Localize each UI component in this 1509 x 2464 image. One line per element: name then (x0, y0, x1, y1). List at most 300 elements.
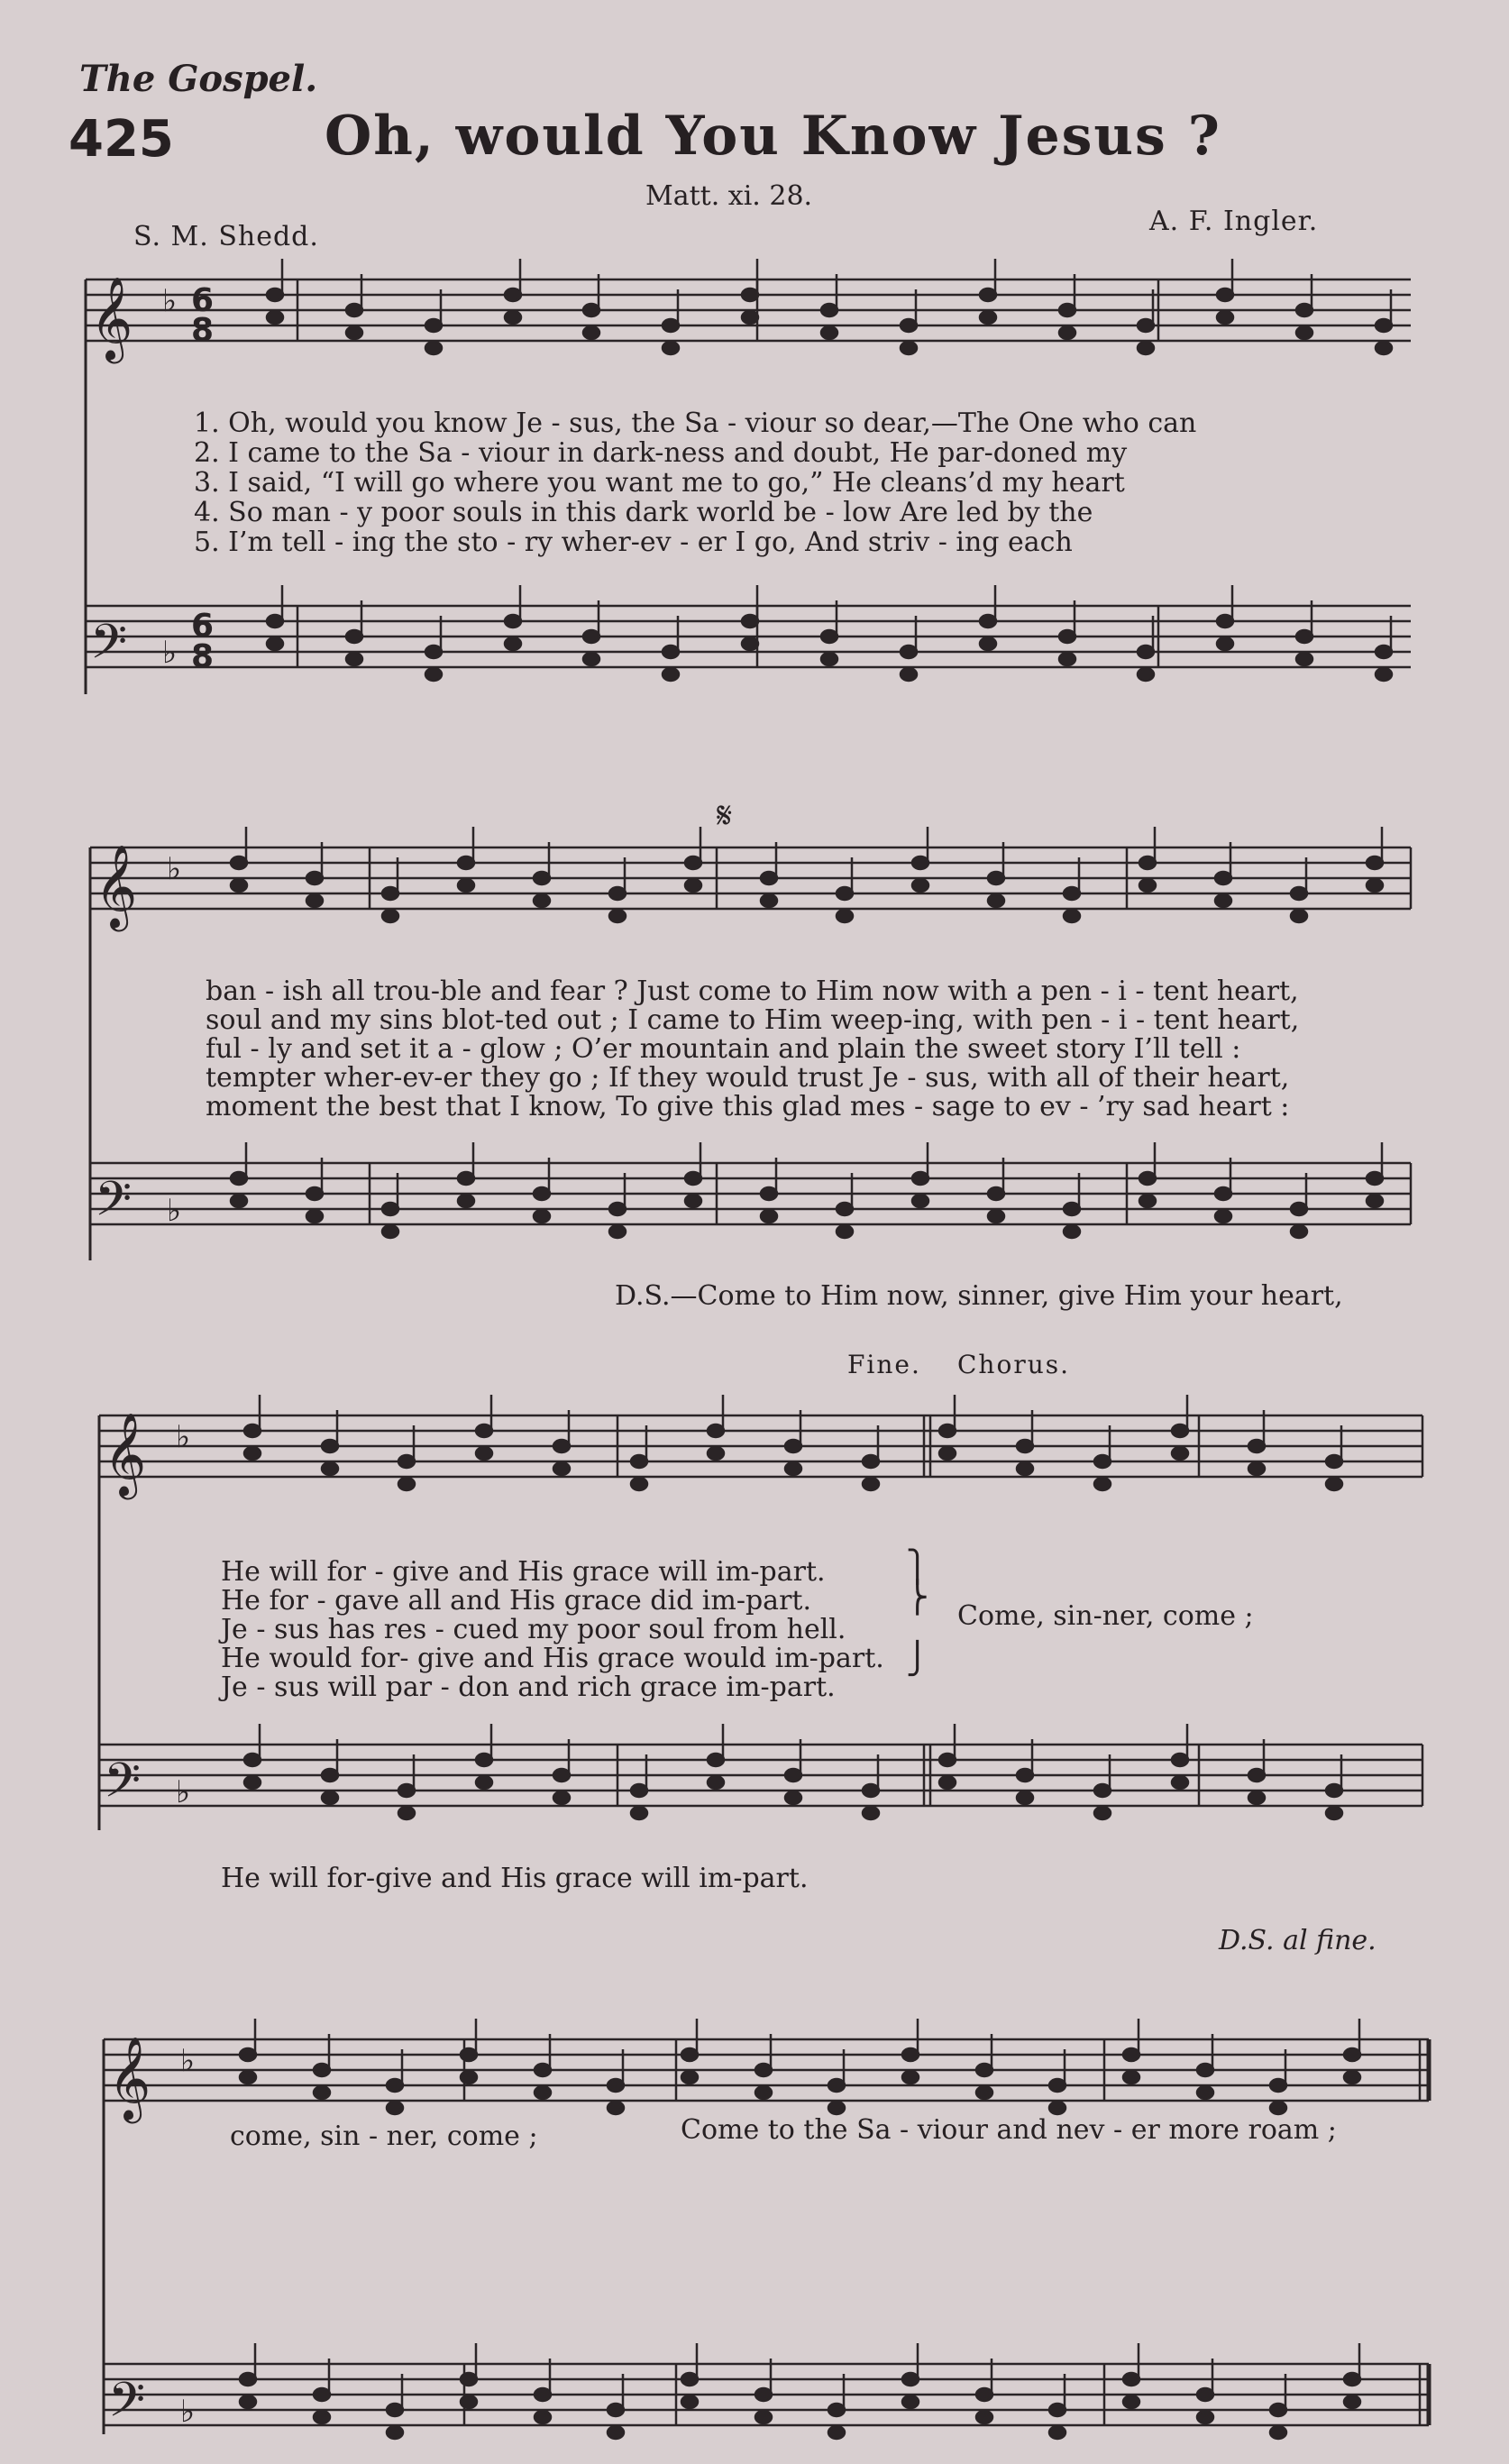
verse3-line1: 3. I said, “I will go where you want me to go,” He cleans’d my heart (194, 467, 1125, 499)
note-head (980, 311, 996, 324)
verse1-line3: He will for - give and His grace will im-part. (221, 1556, 826, 1588)
note-head (609, 1203, 626, 1215)
note-head (244, 1776, 261, 1789)
note-head (821, 326, 837, 339)
svg-text:6: 6 (191, 282, 215, 319)
note-head (314, 2411, 330, 2423)
staff-system3-bass (99, 1745, 1422, 1806)
note-head (1248, 1440, 1265, 1452)
note-head (980, 615, 996, 627)
note-head (681, 2373, 698, 2386)
note-head (461, 2048, 477, 2061)
note-head (761, 1187, 777, 1200)
ds-text: D.S.—Come to Him now, sinner, give Him your heart, (615, 1280, 1343, 1312)
note-head (1123, 2373, 1139, 2386)
verse4-line2: tempter wher-ev-er they go ; If they would trust Je - sus, with all of their heart, (206, 1062, 1290, 1094)
note-head (382, 1225, 398, 1238)
verse5-line2: moment the best that I know, To give this glad mes - sage to ev - ’ry sad heart : (206, 1091, 1290, 1122)
chorus-text: Come, sin-ner, come ; (957, 1600, 1254, 1632)
verse4-line1: 4. So man - y poor souls in this dark world be - low Are led by the (194, 497, 1093, 528)
hymn-number: 425 (69, 110, 174, 169)
note-head (244, 1447, 261, 1460)
note-head (306, 1210, 323, 1223)
note-head (534, 1210, 550, 1223)
note-head (267, 311, 283, 324)
note-head (1172, 1754, 1188, 1766)
note-head (534, 1187, 550, 1200)
note-head (828, 2079, 845, 2092)
note-head (708, 1447, 724, 1460)
note-head (1248, 1462, 1265, 1475)
note-head (382, 910, 398, 922)
svg-text:♭: ♭ (180, 2394, 196, 2430)
note-head (267, 615, 283, 627)
note-head (1270, 2079, 1286, 2092)
note-head (398, 1784, 415, 1797)
note-head (306, 894, 323, 907)
note-head (553, 1791, 570, 1804)
note-head (939, 1447, 956, 1460)
note-head (1139, 879, 1156, 892)
note-head (458, 1195, 474, 1207)
note-head (1326, 1784, 1342, 1797)
note-head (1197, 2411, 1213, 2423)
note-head (828, 2404, 845, 2416)
note-head (244, 1424, 261, 1437)
note-head (240, 2395, 256, 2408)
note-head (755, 2388, 772, 2401)
note-head (901, 646, 917, 658)
note-head (534, 872, 550, 884)
note-head (322, 1791, 338, 1804)
note-head (1296, 326, 1312, 339)
note-head (1248, 1791, 1265, 1804)
verse3-line2: ful - ly and set it a - glow ; O’er mountain and plain the sweet story I’ll tell : (206, 1033, 1241, 1065)
note-head (387, 2102, 403, 2114)
svg-text:8: 8 (191, 638, 215, 675)
note-head (1064, 887, 1080, 900)
verse2-line1: 2. I came to the Sa - viour in dark-ness and doubt, He par-doned my (194, 437, 1128, 469)
note-head (387, 2426, 403, 2439)
note-head (240, 2048, 256, 2061)
staff-system2-bass (90, 1163, 1411, 1224)
note-head (1139, 856, 1156, 869)
note-head (1064, 910, 1080, 922)
note-head (346, 630, 362, 643)
note-head (1367, 1195, 1383, 1207)
note-head (1296, 304, 1312, 316)
note-head (1059, 653, 1075, 665)
note-head (761, 872, 777, 884)
note-head (322, 1440, 338, 1452)
note-head (901, 319, 917, 332)
note-head (398, 1478, 415, 1490)
note-head (608, 2404, 624, 2416)
treble-clef-icon: 𝄞 (90, 276, 133, 360)
note-head (382, 1203, 398, 1215)
chorus-label: Chorus. (957, 1350, 1071, 1379)
note-head (476, 1754, 492, 1766)
note-head (939, 1424, 956, 1437)
note-head (901, 668, 917, 681)
note-head (1215, 1187, 1231, 1200)
note-head (988, 1210, 1004, 1223)
composer: A. F. Ingler. (1149, 206, 1319, 237)
note-head (1248, 1769, 1265, 1782)
note-head (1059, 326, 1075, 339)
note-head (742, 289, 758, 301)
note-head (322, 1769, 338, 1782)
note-head (1344, 2048, 1360, 2061)
note-head (608, 2426, 624, 2439)
note-head (742, 615, 758, 627)
note-head (631, 1455, 647, 1468)
note-head (1296, 630, 1312, 643)
note-head (761, 1210, 777, 1223)
note-head (863, 1784, 879, 1797)
note-head (939, 1776, 956, 1789)
note-head (240, 2071, 256, 2084)
note-head (828, 2426, 845, 2439)
note-head (461, 2071, 477, 2084)
note-head (314, 2388, 330, 2401)
note-head (1017, 1769, 1033, 1782)
svg-text:♭: ♭ (180, 2043, 196, 2079)
note-head (681, 2071, 698, 2084)
note-head (1049, 2079, 1065, 2092)
note-head (1059, 304, 1075, 316)
note-head (461, 2395, 477, 2408)
note-head (535, 2388, 551, 2401)
note-head (1049, 2404, 1065, 2416)
note-head (1172, 1776, 1188, 1789)
note-head (535, 2411, 551, 2423)
note-head (1291, 887, 1307, 900)
note-head (1344, 2071, 1360, 2084)
note-head (1217, 289, 1233, 301)
note-head (1217, 615, 1233, 627)
note-head (425, 319, 442, 332)
verse1-line2: ban - ish all trou-ble and fear ? Just come to Him now with a pen - i - tent heart, (206, 976, 1299, 1007)
note-head (939, 1754, 956, 1766)
note-head (1376, 668, 1392, 681)
note-head (663, 646, 679, 658)
note-head (863, 1807, 879, 1819)
note-head (387, 2404, 403, 2416)
note-head (240, 2373, 256, 2386)
note-head (1291, 1225, 1307, 1238)
svg-text:𝄞: 𝄞 (108, 2036, 151, 2120)
note-head (425, 342, 442, 354)
svg-text:♭: ♭ (162, 635, 178, 671)
note-head (1094, 1784, 1111, 1797)
note-head (583, 304, 599, 316)
note-head (1215, 894, 1231, 907)
note-head (708, 1424, 724, 1437)
note-head (553, 1440, 570, 1452)
note-head (322, 1462, 338, 1475)
section-title: The Gospel. (79, 58, 318, 100)
note-head (1367, 1172, 1383, 1185)
note-head (1367, 879, 1383, 892)
note-head (988, 1187, 1004, 1200)
note-head (980, 637, 996, 650)
note-head (1138, 342, 1154, 354)
note-head (912, 856, 928, 869)
note-head (1138, 668, 1154, 681)
note-head (346, 304, 362, 316)
segno-icon: 𝄋 (717, 795, 733, 837)
verse2-line3: He for - gave all and His grace did im-part. (221, 1585, 812, 1617)
note-head (609, 1225, 626, 1238)
note-head (785, 1791, 801, 1804)
note-head (1094, 1807, 1111, 1819)
note-head (583, 653, 599, 665)
note-head (685, 879, 701, 892)
note-head (837, 887, 853, 900)
note-head (755, 2086, 772, 2099)
note-head (1296, 653, 1312, 665)
note-head (681, 2395, 698, 2408)
note-head (398, 1455, 415, 1468)
svg-text:𝄢: 𝄢 (104, 1754, 142, 1820)
note-head (458, 856, 474, 869)
note-head (1367, 856, 1383, 869)
svg-text:𝄢: 𝄢 (108, 2373, 146, 2440)
note-head (912, 879, 928, 892)
note-head (583, 630, 599, 643)
fine-label: Fine. (847, 1350, 921, 1379)
note-head (912, 1172, 928, 1185)
note-head (685, 856, 701, 869)
note-head (863, 1478, 879, 1490)
final-lyric-2: Come to the Sa - viour and nev - er more roam ; (681, 2114, 1337, 2146)
note-head (231, 1172, 247, 1185)
note-head (1064, 1225, 1080, 1238)
note-head (1139, 1172, 1156, 1185)
note-head (785, 1769, 801, 1782)
note-head (1138, 646, 1154, 658)
note-head (1059, 630, 1075, 643)
note-head (1017, 1462, 1033, 1475)
note-head (785, 1462, 801, 1475)
svg-text:𝄞: 𝄞 (95, 844, 138, 928)
note-head (583, 326, 599, 339)
verse2-line2: soul and my sins blot-ted out ; I came to Him weep-ing, with pen - i - tent heart, (206, 1004, 1300, 1036)
note-head (631, 1807, 647, 1819)
note-head (1094, 1478, 1111, 1490)
hymn-title: Oh, would You Know Jesus ? (325, 105, 1221, 168)
note-head (1376, 646, 1392, 658)
note-head (1270, 2426, 1286, 2439)
note-head (306, 872, 323, 884)
note-head (346, 653, 362, 665)
verse1-line1: 1. Oh, would you know Je - sus, the Sa - viour so dear,—The One who can (194, 408, 1197, 439)
note-head (631, 1784, 647, 1797)
note-head (461, 2373, 477, 2386)
note-head (821, 653, 837, 665)
note-head (314, 2086, 330, 2099)
note-head (1270, 2404, 1286, 2416)
note-head (837, 1203, 853, 1215)
svg-text:♭: ♭ (167, 851, 182, 887)
note-head (1138, 319, 1154, 332)
note-head (1123, 2048, 1139, 2061)
note-head (505, 289, 521, 301)
svg-text:𝄞: 𝄞 (104, 1412, 147, 1496)
note-head (976, 2388, 992, 2401)
note-head (553, 1769, 570, 1782)
note-head (912, 1195, 928, 1207)
verse5-line1: 5. I’m tell - ing the sto - ry wher-ev - er I go, And striv - ing each (194, 527, 1073, 558)
note-head (631, 1478, 647, 1490)
brace-symbol: ⎫ (906, 1549, 929, 1585)
note-head (1064, 1203, 1080, 1215)
verse5-line3: Je - sus will par - don and rich grace im-part. (221, 1672, 836, 1703)
note-head (755, 2411, 772, 2423)
note-head (387, 2079, 403, 2092)
note-head (1017, 1791, 1033, 1804)
note-head (1344, 2373, 1360, 2386)
note-head (685, 1195, 701, 1207)
note-head (1017, 1440, 1033, 1452)
note-head (1215, 872, 1231, 884)
note-head (1197, 2086, 1213, 2099)
note-head (755, 2064, 772, 2076)
note-head (398, 1807, 415, 1819)
ds-al-fine: D.S. al fine. (1219, 1925, 1376, 1956)
final-lyric-1: come, sin - ner, come ; (230, 2121, 538, 2152)
note-head (742, 637, 758, 650)
verse4-line3: He would for- give and His grace would im-part. (221, 1643, 884, 1674)
note-head (828, 2102, 845, 2114)
note-head (821, 304, 837, 316)
note-head (1270, 2102, 1286, 2114)
note-head (1197, 2064, 1213, 2076)
note-head (681, 2048, 698, 2061)
note-head (1197, 2388, 1213, 2401)
note-head (837, 1225, 853, 1238)
note-head (863, 1455, 879, 1468)
note-head (314, 2064, 330, 2076)
note-head (608, 2079, 624, 2092)
note-head (306, 1187, 323, 1200)
svg-text:6: 6 (191, 608, 215, 645)
note-head (761, 894, 777, 907)
note-head (231, 856, 247, 869)
note-head (476, 1424, 492, 1437)
note-head (476, 1776, 492, 1789)
note-head (1215, 1210, 1231, 1223)
note-head (608, 2102, 624, 2114)
note-head (1049, 2102, 1065, 2114)
note-head (458, 879, 474, 892)
note-head (1344, 2395, 1360, 2408)
svg-text:♭: ♭ (167, 1193, 182, 1229)
note-head (980, 289, 996, 301)
note-head (505, 311, 521, 324)
lyricist: S. M. Shedd. (133, 221, 319, 252)
note-head (425, 646, 442, 658)
svg-text:8: 8 (191, 312, 215, 349)
notes (231, 259, 1392, 2439)
note-head (708, 1776, 724, 1789)
note-head (1172, 1424, 1188, 1437)
note-head (976, 2086, 992, 2099)
note-head (425, 668, 442, 681)
svg-text:𝄢: 𝄢 (95, 1172, 133, 1239)
note-head (708, 1754, 724, 1766)
note-head (476, 1447, 492, 1460)
bass-lyric: He will for-give and His grace will im-part. (221, 1863, 809, 1894)
note-head (458, 1172, 474, 1185)
svg-text:♭: ♭ (162, 283, 178, 319)
note-head (663, 319, 679, 332)
note-head (988, 872, 1004, 884)
note-head (535, 2086, 551, 2099)
note-head (1376, 342, 1392, 354)
note-head (231, 879, 247, 892)
note-head (1139, 1195, 1156, 1207)
note-head (1326, 1807, 1342, 1819)
svg-text:♭: ♭ (176, 1419, 191, 1455)
note-head (1376, 319, 1392, 332)
note-head (663, 668, 679, 681)
note-head (685, 1172, 701, 1185)
note-head (1291, 1203, 1307, 1215)
note-head (902, 2071, 919, 2084)
note-head (505, 637, 521, 650)
note-head (976, 2064, 992, 2076)
note-head (267, 637, 283, 650)
note-head (821, 630, 837, 643)
note-head (901, 342, 917, 354)
bass-clef-icon: 𝄢 (90, 615, 128, 682)
note-head (902, 2048, 919, 2061)
note-head (1123, 2395, 1139, 2408)
note-head (837, 910, 853, 922)
note-head (1172, 1447, 1188, 1460)
note-head (535, 2064, 551, 2076)
note-head (382, 887, 398, 900)
note-head (1326, 1455, 1342, 1468)
note-head (976, 2411, 992, 2423)
note-head (742, 311, 758, 324)
note-head (902, 2395, 919, 2408)
note-head (1217, 311, 1233, 324)
note-head (1094, 1455, 1111, 1468)
note-head (1123, 2071, 1139, 2084)
note-head (346, 326, 362, 339)
note-head (534, 894, 550, 907)
note-head (505, 615, 521, 627)
note-head (785, 1440, 801, 1452)
note-head (1326, 1478, 1342, 1490)
note-head (609, 887, 626, 900)
note-head (609, 910, 626, 922)
scripture-reference: Matt. xi. 28. (645, 180, 813, 212)
note-head (1217, 637, 1233, 650)
note-head (244, 1754, 261, 1766)
note-head (988, 894, 1004, 907)
note-head (663, 342, 679, 354)
note-head (553, 1462, 570, 1475)
note-head (231, 1195, 247, 1207)
note-head (902, 2373, 919, 2386)
svg-text:♭: ♭ (176, 1774, 191, 1810)
note-head (267, 289, 283, 301)
note-head (1049, 2426, 1065, 2439)
